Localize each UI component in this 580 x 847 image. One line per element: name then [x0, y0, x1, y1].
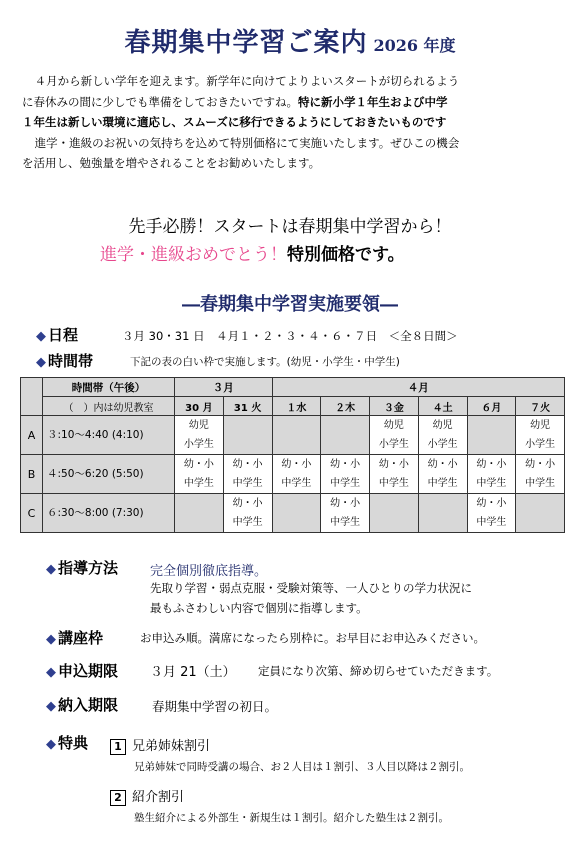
closed-cell — [272, 416, 321, 455]
payment-label: ◆ 納入期限 — [46, 696, 119, 714]
benefits-label: ◆ 特典 — [46, 734, 89, 752]
cell-line: 小学生 — [427, 439, 458, 450]
date-cell: １水 — [272, 397, 321, 416]
cell-line: 幼児 — [383, 420, 404, 431]
timeslot-note: 下記の表の白い枠で実施します。(幼児・小学生・中学生) — [130, 356, 400, 368]
date-cell: ６月 — [467, 397, 516, 416]
table-body — [21, 416, 565, 533]
open-cell — [272, 455, 321, 494]
header-month-4: ４月 — [272, 378, 565, 397]
method-label: ◆ 指導方法 — [46, 559, 119, 577]
closed-cell — [467, 416, 516, 455]
open-cell — [418, 455, 467, 494]
closed-cell — [272, 494, 321, 533]
row-time: ６:30～8:00 (7:30) — [43, 494, 175, 533]
title-year: 2026 年度 — [373, 36, 456, 55]
benefit-number: 2 — [110, 790, 126, 806]
cell-line: 小学生 — [378, 439, 409, 450]
deadline-date: ３月 21（土） — [150, 665, 236, 680]
open-cell — [223, 455, 272, 494]
cell-line: 中学生 — [232, 478, 263, 489]
cell-line: 幼・小 — [427, 459, 458, 470]
open-cell — [467, 494, 516, 533]
date-cell: ３金 — [370, 397, 419, 416]
cell-line: 中学生 — [476, 517, 507, 528]
special-price-text: 特別価格です。 — [287, 245, 405, 265]
intro-line: ４月から新しい学年を迎えます。新学年に向けてよりよいスタートが切られるよう — [34, 74, 460, 88]
benefit-item-2 — [110, 786, 184, 806]
benefit-desc: 兄弟姉妹で同時受講の場合、お２人目は１割引、３人目以降は２割引。 — [134, 761, 470, 773]
cell-line: 中学生 — [281, 478, 312, 489]
deadline-label: ◆ 申込期限 — [46, 662, 119, 680]
cell-line: 幼・小 — [183, 459, 214, 470]
header-note: （ ）内は幼児教室 — [43, 397, 175, 416]
open-cell — [370, 455, 419, 494]
open-cell — [418, 416, 467, 455]
schedule-table — [20, 377, 565, 533]
date-cell: 30 月 — [175, 397, 224, 416]
page-title — [0, 22, 580, 59]
row-letter: B — [21, 455, 43, 494]
seats-text: お申込み順。満席になったら別枠に。お早目にお申込みください。 — [140, 631, 485, 645]
date-cell: ７火 — [516, 397, 565, 416]
diamond-icon: ◆ — [36, 355, 46, 370]
open-cell — [321, 494, 370, 533]
intro-line: に春休みの間に少しでも準備をしておきたいですね。特に新小学１年生および中学 — [22, 94, 448, 109]
cell-line: 幼・小 — [525, 459, 556, 470]
open-cell — [175, 455, 224, 494]
catchphrase-2 — [100, 240, 405, 265]
catchphrase: 先手必勝！スタートは春期集中学習から！ — [128, 217, 452, 237]
schedule-label: ◆ 日程 — [36, 326, 79, 344]
cell-line: 中学生 — [525, 478, 556, 489]
cell-line: 小学生 — [183, 439, 214, 450]
table-date-row — [21, 397, 565, 416]
congrats-text: 進学・進級おめでとう！ — [100, 245, 287, 265]
deadline-text: 定員になり次第、締め切らせていただきます。 — [258, 664, 499, 678]
benefit-title: 兄弟姉妹割引 — [132, 739, 211, 754]
cell-line: 中学生 — [232, 517, 263, 528]
table-corner — [21, 378, 43, 416]
payment-text: 春期集中学習の初日。 — [152, 699, 278, 714]
header-time: 時間帯（午後） — [43, 378, 175, 397]
open-cell — [370, 416, 419, 455]
diamond-icon: ◆ — [36, 329, 46, 344]
diamond-icon: ◆ — [46, 699, 56, 714]
cell-line: 中学生 — [378, 478, 409, 489]
cell-line: 中学生 — [183, 478, 214, 489]
cell-line: 幼・小 — [281, 459, 312, 470]
table-row — [21, 494, 565, 533]
timeslot-label: ◆ 時間帯 — [36, 352, 94, 370]
row-letter: C — [21, 494, 43, 533]
header-month-3: ３月 — [175, 378, 273, 397]
table-row — [21, 455, 565, 494]
section-title: ―春期集中学習実施要領― — [182, 294, 398, 315]
diamond-icon: ◆ — [46, 562, 56, 577]
closed-cell — [175, 494, 224, 533]
cell-line: 幼・小 — [232, 459, 263, 470]
seats-label: ◆ 講座枠 — [46, 629, 104, 647]
open-cell — [223, 494, 272, 533]
open-cell — [516, 455, 565, 494]
date-cell: 31 火 — [223, 397, 272, 416]
open-cell — [175, 416, 224, 455]
title-main: 春期集中学習ご案内 — [124, 28, 368, 58]
date-cell: ４土 — [418, 397, 467, 416]
method-lead: 完全個別徹底指導。 — [150, 564, 268, 579]
benefit-item-1 — [110, 735, 210, 755]
closed-cell — [321, 416, 370, 455]
method-desc: 先取り学習・弱点克服・受験対策等、一人ひとりの学力状況に 最もふさわしい内容で個別に指導します。 — [150, 581, 472, 615]
cell-line: 幼・小 — [378, 459, 409, 470]
intro-line: 進学・進級のお祝いの気持ちを込めて特別価格にて実施いたします。ぜひこの機会 — [34, 135, 460, 150]
table-header-row — [21, 378, 565, 397]
row-time: ３:10～4:40 (4:10) — [43, 416, 175, 455]
closed-cell — [370, 494, 419, 533]
cell-line: 幼・小 — [476, 459, 507, 470]
cell-line: 幼・小 — [330, 498, 361, 509]
intro-paragraph — [22, 71, 544, 174]
open-cell — [321, 455, 370, 494]
benefit-desc: 塾生紹介による外部生・新規生は１割引。紹介した塾生は２割引。 — [134, 812, 449, 824]
cell-line: 幼・小 — [330, 459, 361, 470]
cell-line: 幼・小 — [232, 498, 263, 509]
date-cell: ２木 — [321, 397, 370, 416]
cell-line: 幼・小 — [476, 498, 507, 509]
cell-line: 中学生 — [330, 478, 361, 489]
diamond-icon: ◆ — [46, 632, 56, 647]
diamond-icon: ◆ — [46, 665, 56, 680]
cell-line: 幼児 — [530, 420, 551, 431]
benefit-title: 紹介割引 — [132, 790, 185, 805]
closed-cell — [223, 416, 272, 455]
cell-line: 小学生 — [525, 439, 556, 450]
intro-line: １年生は新しい環境に適応し、スムーズに移行できるようにしておきたいものです — [22, 115, 447, 129]
cell-line: 中学生 — [427, 478, 458, 489]
cell-line: 幼児 — [188, 420, 209, 431]
cell-line: 幼児 — [432, 420, 453, 431]
diamond-icon: ◆ — [46, 737, 56, 752]
closed-cell — [418, 494, 467, 533]
closed-cell — [516, 494, 565, 533]
intro-line: を活用し、勉強量を増やされることをお勧めいたします。 — [22, 156, 321, 170]
open-cell — [516, 416, 565, 455]
open-cell — [467, 455, 516, 494]
cell-line: 中学生 — [330, 517, 361, 528]
table-row — [21, 416, 565, 455]
benefit-number: 1 — [110, 739, 126, 755]
schedule-dates: ３月 30・31 日 ４月１・２・３・４・６・７日 ＜全８日間＞ — [122, 329, 458, 343]
row-letter: A — [21, 416, 43, 455]
cell-line: 中学生 — [476, 478, 507, 489]
row-time: ４:50～6:20 (5:50) — [43, 455, 175, 494]
